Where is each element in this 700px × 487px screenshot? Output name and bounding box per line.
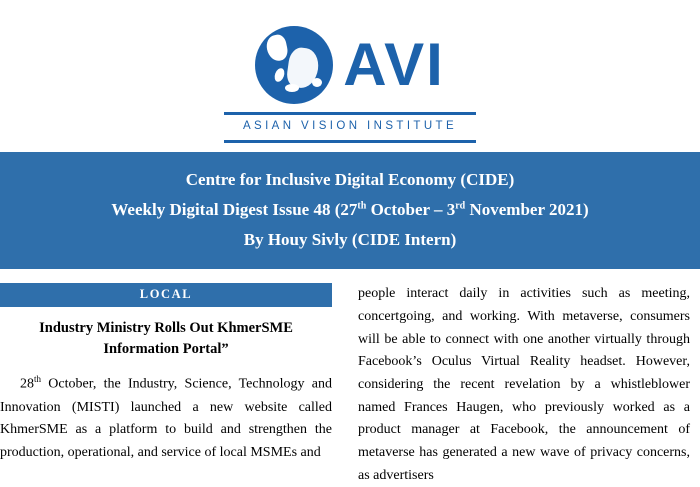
logo-row bbox=[255, 26, 445, 104]
globe-icon bbox=[255, 26, 333, 104]
logo-divider-bottom bbox=[224, 140, 476, 143]
banner-issue-sup1: th bbox=[357, 200, 367, 212]
article-headline: Industry Ministry Rolls Out KhmerSME Information Portal” bbox=[39, 320, 293, 358]
left-body-rest: October, the Industry, Science, Technology and Innovation (MISTI) launched a new website called KhmerSME as a platform to build and strengthen the production, operational, and service of local MSMEs and bbox=[0, 376, 332, 460]
left-column-body bbox=[0, 372, 332, 464]
right-column bbox=[358, 283, 690, 487]
logo-block bbox=[0, 0, 700, 143]
left-column bbox=[0, 283, 332, 487]
logo-tagline: ASIAN VISION INSTITUTE bbox=[242, 120, 458, 132]
title-banner bbox=[0, 152, 700, 269]
banner-issue-line bbox=[10, 195, 690, 225]
section-label-local: LOCAL bbox=[0, 283, 332, 307]
left-body-prefix: 28 bbox=[20, 376, 34, 392]
banner-author-line: By Houy Sivly (CIDE Intern) bbox=[243, 229, 457, 249]
banner-centre-title: Centre for Inclusive Digital Economy (CIDE) bbox=[185, 170, 515, 189]
banner-issue-mid: October – 3 bbox=[366, 199, 456, 219]
logo-wordmark: AVI bbox=[343, 31, 445, 98]
logo-divider-top bbox=[224, 112, 476, 115]
banner-issue-sup2: rd bbox=[455, 200, 466, 212]
right-column-body: people interact daily in activities such as meeting, concertgoing, and working. With metaverse, consumers will be able to connect with one another virtually through Facebook’s Oculus Virtual Reality headset. However, considering the recent revelation by a whistleblower named Frances Haugen, who previously worked as a product manager at Facebook, the announcement of metaverse has generated a new wave of privacy concerns, as advertisers bbox=[358, 286, 690, 483]
article-columns bbox=[0, 283, 700, 487]
banner-issue-suffix: November 2021) bbox=[465, 199, 589, 219]
left-body-sup: th bbox=[34, 374, 42, 385]
banner-issue-prefix: Weekly Digital Digest Issue 48 (27 bbox=[111, 199, 358, 219]
